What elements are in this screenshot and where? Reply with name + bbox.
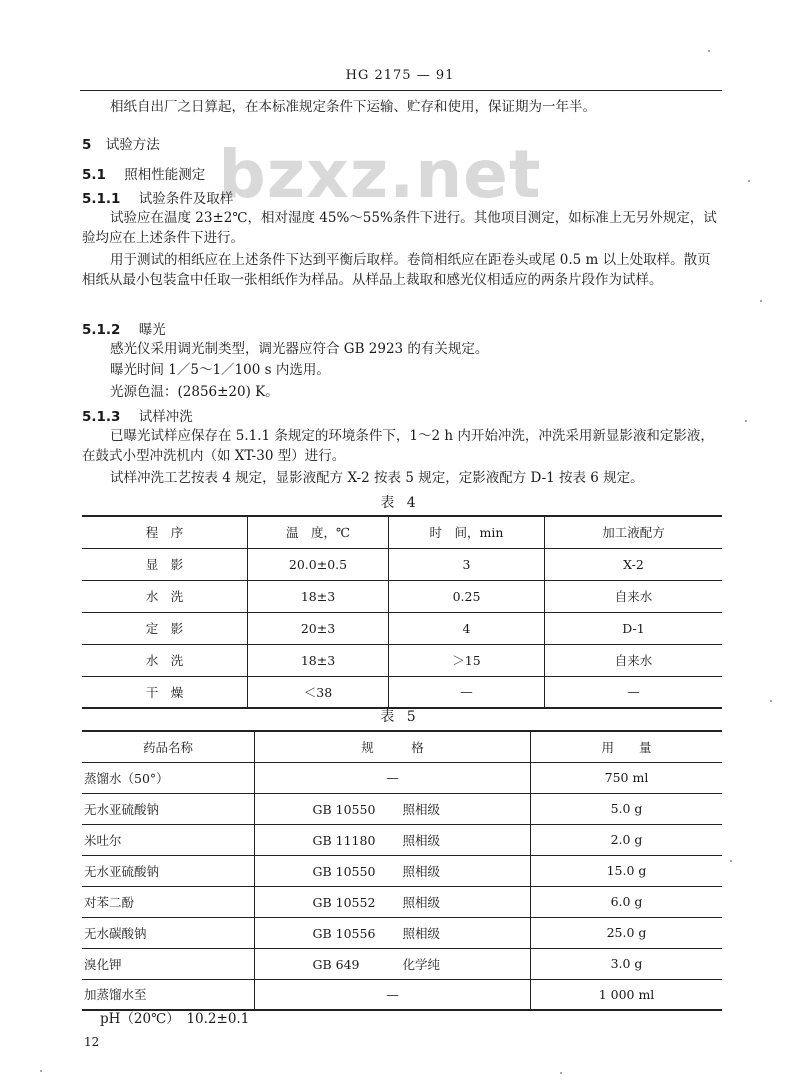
table-cell: 20±3 [248, 612, 389, 644]
paragraph: 已曝光试样应保存在 5.1.1 条规定的环境条件下，1～2 h 内开始冲洗，冲洗采用新显影液和定影液，在鼓式小型冲洗机内（如 XT-30 型）进行。 [82, 428, 714, 464]
column-header: 用 量 [531, 731, 723, 762]
spec-code: — [386, 986, 399, 1002]
watermark: bzxz.net [218, 136, 542, 213]
table-header-row [82, 516, 722, 548]
spec-code: GB 11180 [312, 832, 376, 848]
table-5-caption: 表 5 [380, 709, 420, 725]
table-row [82, 548, 722, 580]
table-row [82, 886, 722, 917]
table-cell [255, 948, 531, 979]
table-row [82, 948, 722, 979]
table-cell: ＞15 [389, 644, 545, 676]
table-cell: 18±3 [248, 644, 389, 676]
table-cell: 蒸馏水（50°） [82, 762, 255, 793]
table-cell: 加蒸馏水至 [82, 979, 255, 1010]
section-title: 试验方法 [105, 137, 160, 153]
scan-speck [730, 860, 732, 862]
table-row [82, 762, 722, 793]
table-cell [255, 855, 531, 886]
table-cell: 干 燥 [82, 676, 248, 708]
paragraph: 感光仪采用调光制类型，调光器应符合 GB 2923 的有关规定。 [110, 341, 489, 357]
scan-speck [745, 420, 747, 422]
page-number: 12 [84, 1035, 100, 1049]
table-cell: 3 [389, 548, 545, 580]
table-cell: 水 洗 [82, 644, 248, 676]
table-cell: 6.0 g [531, 886, 723, 917]
spec-code: GB 10556 [312, 925, 376, 941]
spec-grade: 照相级 [402, 894, 441, 910]
intro-paragraph: 相纸自出厂之日算起，在本标准规定条件下运输、贮存和使用，保证期为一年半。 [110, 99, 596, 115]
section-title: 曝光 [138, 322, 166, 338]
table-row [82, 612, 722, 644]
paragraph: 试样冲洗工艺按表 4 规定，显影液配方 X-2 按表 5 规定，定影液配方 D-1 按表 6 规定。 [110, 470, 644, 486]
table-5 [82, 730, 722, 1011]
spec-code: — [386, 770, 399, 785]
section-5-1-heading [82, 163, 205, 183]
table-cell [255, 793, 531, 824]
scan-speck [560, 1072, 562, 1074]
section-5-heading [82, 133, 160, 153]
column-header: 程 序 [82, 516, 248, 548]
ph-note: pH（20℃） 10.2±0.1 [100, 1011, 250, 1027]
table-cell: 定 影 [82, 612, 248, 644]
table-4 [82, 515, 722, 709]
table-cell: 0.25 [389, 580, 545, 612]
spec-code: GB 10550 [312, 801, 376, 817]
table-cell: X-2 [545, 548, 723, 580]
spec-code: GB 10550 [312, 863, 376, 879]
section-title: 试样冲洗 [138, 409, 193, 425]
table-cell [255, 886, 531, 917]
spec-grade: 照相级 [402, 801, 441, 817]
section-5-1-2-heading [82, 318, 166, 338]
table-cell: 18±3 [248, 580, 389, 612]
table-cell: 4 [389, 612, 545, 644]
table-cell: 显 影 [82, 548, 248, 580]
section-number: 5.1.1 [82, 191, 121, 207]
section-number: 5.1 [82, 167, 106, 183]
table-cell: — [545, 676, 723, 708]
paragraph: 曝光时间 1／5～1／100 s 内选用。 [110, 362, 330, 378]
table-cell [255, 979, 531, 1010]
table-header-row [82, 731, 722, 762]
table-cell: 水 洗 [82, 580, 248, 612]
section-5-1-1-heading [82, 187, 233, 207]
spec-grade: 化学纯 [402, 956, 441, 972]
scan-speck [760, 300, 762, 302]
section-number: 5.1.3 [82, 409, 121, 425]
column-header: 温 度，℃ [248, 516, 389, 548]
table-cell: 25.0 g [531, 917, 723, 948]
table-cell: 无水亚硫酸钠 [82, 855, 255, 886]
header-rule [80, 90, 722, 91]
spec-grade: 照相级 [402, 863, 441, 879]
spec-grade: 照相级 [402, 832, 441, 848]
table-cell: 无水亚硫酸钠 [82, 793, 255, 824]
table-cell: 15.0 g [531, 855, 723, 886]
scan-speck [40, 1070, 42, 1072]
table-cell: 自来水 [545, 644, 723, 676]
table-cell: 溴化钾 [82, 948, 255, 979]
column-header: 药品名称 [82, 731, 255, 762]
table-cell [255, 824, 531, 855]
table-cell: — [389, 676, 545, 708]
table-row [82, 855, 722, 886]
table-4-caption: 表 4 [380, 495, 420, 511]
column-header: 加工液配方 [545, 516, 723, 548]
table-cell: 20.0±0.5 [248, 548, 389, 580]
table-cell: 5.0 g [531, 793, 723, 824]
section-5-1-3-heading [82, 405, 193, 425]
paragraph: 试验应在温度 23±2℃，相对湿度 45%～55%条件下进行。其他项目测定，如标准上无另外规定，试验均应在上述条件下进行。 [82, 210, 717, 246]
table-cell: 3.0 g [531, 948, 723, 979]
table-cell: ＜38 [248, 676, 389, 708]
table-cell: 米吐尔 [82, 824, 255, 855]
table-cell: 无水碳酸钠 [82, 917, 255, 948]
section-title: 照相性能测定 [124, 167, 206, 183]
page-header: HG 2175 — 91 [345, 68, 455, 83]
table-cell [255, 762, 531, 793]
scan-speck [748, 180, 750, 182]
section-number: 5 [82, 137, 92, 153]
table-row [82, 580, 722, 612]
scan-speck [708, 50, 710, 52]
table-row [82, 979, 722, 1010]
table-cell: D-1 [545, 612, 723, 644]
table-row [82, 824, 722, 855]
section-number: 5.1.2 [82, 322, 121, 338]
table-row [82, 917, 722, 948]
table-cell: 750 ml [531, 762, 723, 793]
section-title: 试验条件及取样 [138, 191, 234, 207]
table-cell: 对苯二酚 [82, 886, 255, 917]
scan-speck [770, 700, 772, 702]
spec-grade: 照相级 [402, 925, 441, 941]
paragraph: 用于测试的相纸应在上述条件下达到平衡后取样。卷筒相纸应在距卷头或尾 0.5 m 以上处取样。散页相纸从最小包装盒中任取一张相纸作为样品。从样品上裁取和感光仪相适应的两条片段作为试样。 [82, 252, 711, 288]
table-cell: 自来水 [545, 580, 723, 612]
table-row [82, 793, 722, 824]
column-header: 时 间，min [389, 516, 545, 548]
spec-code: GB 649 [312, 956, 360, 972]
table-cell [255, 917, 531, 948]
table-row [82, 644, 722, 676]
spec-code: GB 10552 [312, 894, 376, 910]
paragraph: 光源色温：(2856±20) K。 [110, 384, 279, 400]
table-row [82, 676, 722, 708]
column-header: 规 格 [255, 731, 531, 762]
table-cell: 2.0 g [531, 824, 723, 855]
table-cell: 1 000 ml [531, 979, 723, 1010]
